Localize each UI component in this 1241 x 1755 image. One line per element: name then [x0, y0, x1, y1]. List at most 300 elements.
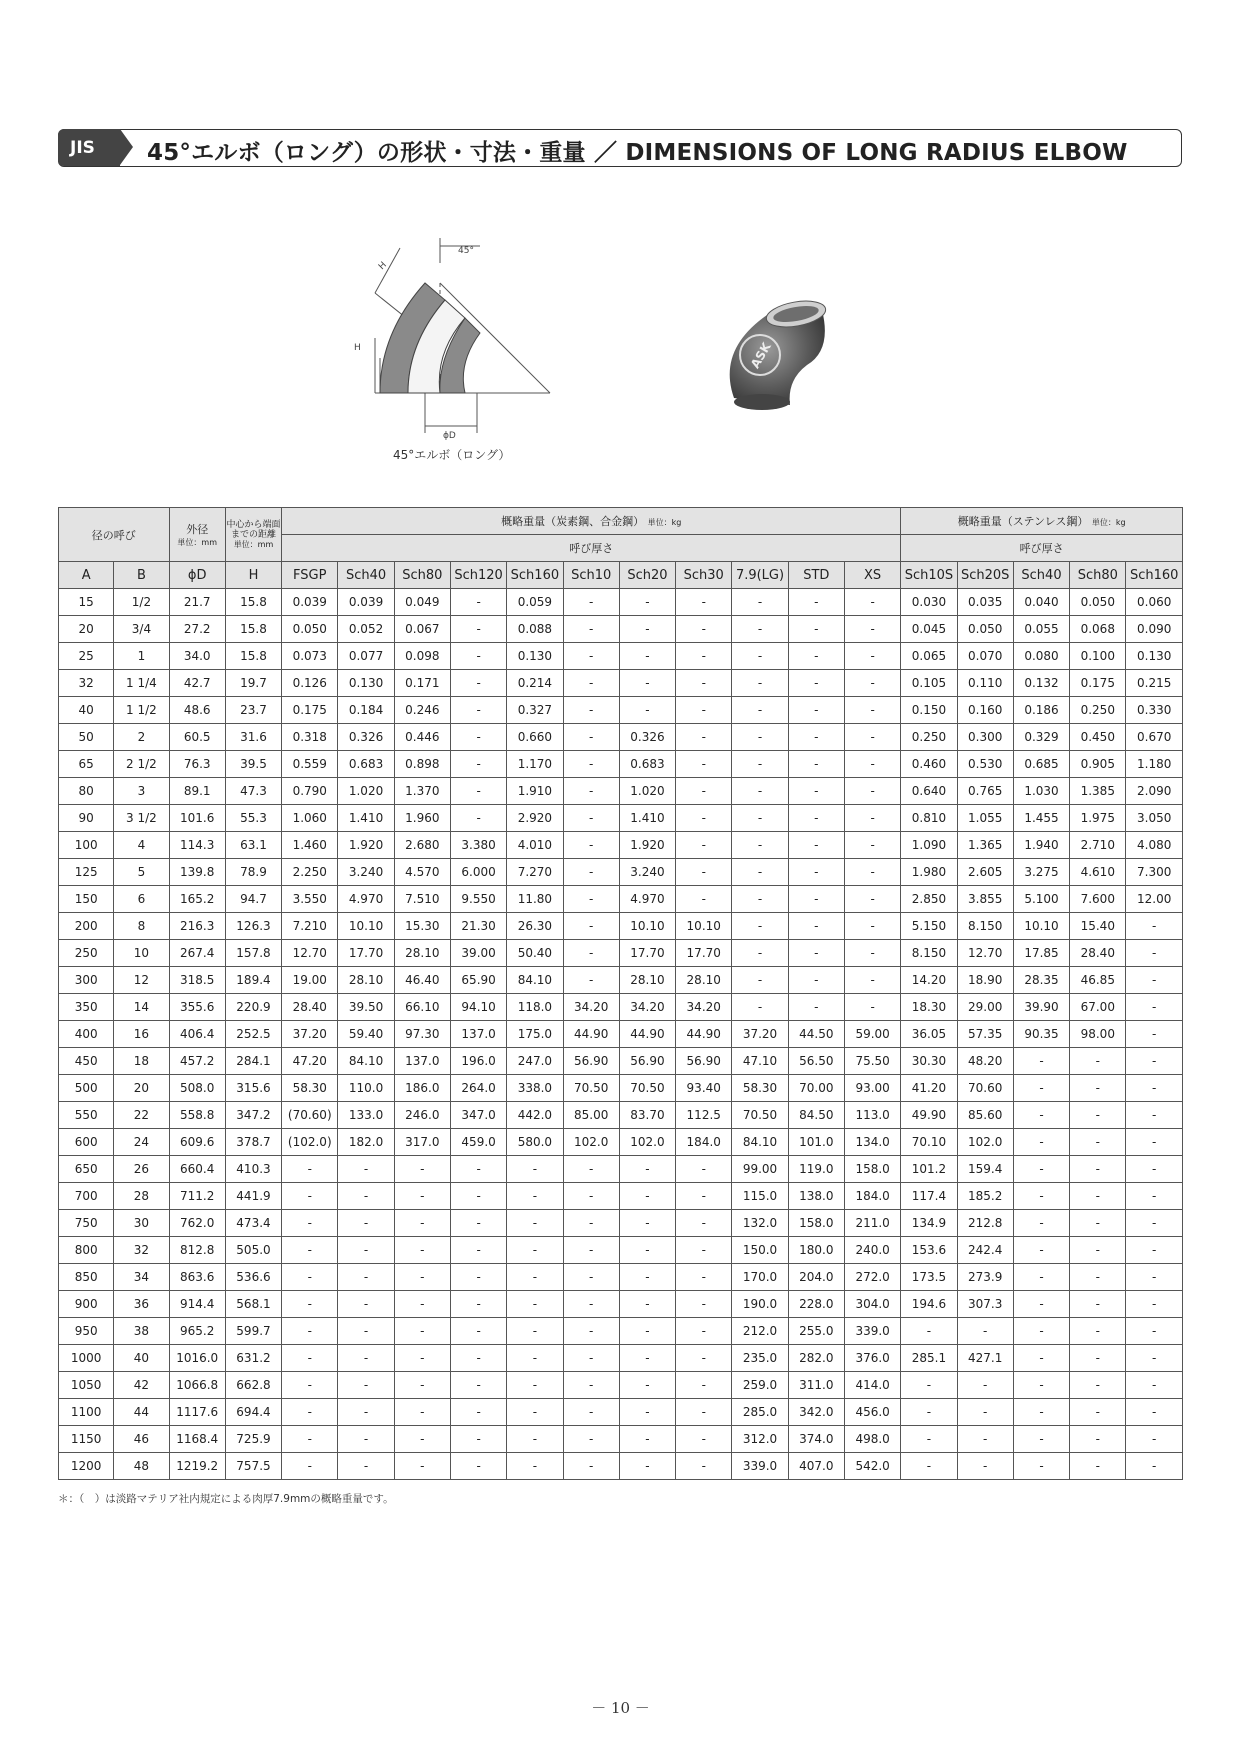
- table-cell: 0.100: [1070, 643, 1126, 670]
- table-cell: 5.150: [901, 913, 957, 940]
- table-cell: -: [1013, 1183, 1069, 1210]
- table-cell: 3.855: [957, 886, 1013, 913]
- table-cell: 113.0: [844, 1102, 900, 1129]
- table-cell: 137.0: [450, 1021, 506, 1048]
- table-cell: 264.0: [450, 1075, 506, 1102]
- table-cell: 84.10: [338, 1048, 394, 1075]
- table-cell: -: [732, 832, 788, 859]
- column-header: Sch20: [619, 562, 675, 589]
- table-cell: 110.0: [338, 1075, 394, 1102]
- table-cell: -: [450, 1210, 506, 1237]
- table-cell: 84.10: [507, 967, 563, 994]
- table-cell: 750: [59, 1210, 114, 1237]
- table-cell: -: [394, 1291, 450, 1318]
- table-cell: 25: [59, 643, 114, 670]
- table-cell: -: [788, 913, 844, 940]
- table-cell: 39.5: [225, 751, 281, 778]
- table-cell: -: [619, 643, 675, 670]
- table-cell: 609.6: [169, 1129, 225, 1156]
- table-body: [59, 589, 1183, 1480]
- table-cell: 1.030: [1013, 778, 1069, 805]
- table-cell: 150: [59, 886, 114, 913]
- table-cell: -: [450, 643, 506, 670]
- table-cell: 2.090: [1126, 778, 1183, 805]
- table-cell: -: [563, 670, 619, 697]
- table-cell: 757.5: [225, 1453, 281, 1480]
- table-cell: -: [1013, 1048, 1069, 1075]
- table-cell: 812.8: [169, 1237, 225, 1264]
- table-cell: -: [732, 805, 788, 832]
- header-thickness-stainless: 呼び厚さ: [901, 535, 1183, 562]
- table-cell: -: [450, 616, 506, 643]
- table-row: [59, 913, 1183, 940]
- table-cell: 97.30: [394, 1021, 450, 1048]
- table-cell: -: [563, 616, 619, 643]
- table-cell: 0.215: [1126, 670, 1183, 697]
- table-cell: 1.960: [394, 805, 450, 832]
- table-cell: 70.50: [732, 1102, 788, 1129]
- table-cell: -: [619, 670, 675, 697]
- table-cell: -: [844, 589, 900, 616]
- table-cell: 0.250: [901, 724, 957, 751]
- table-cell: -: [844, 643, 900, 670]
- table-cell: 3 1/2: [114, 805, 169, 832]
- table-cell: 550: [59, 1102, 114, 1129]
- table-cell: -: [676, 886, 732, 913]
- table-cell: 85.60: [957, 1102, 1013, 1129]
- table-cell: -: [1126, 940, 1183, 967]
- table-row: [59, 994, 1183, 1021]
- table-cell: 44.90: [619, 1021, 675, 1048]
- table-cell: 158.0: [844, 1156, 900, 1183]
- table-cell: 0.326: [338, 724, 394, 751]
- table-cell: -: [1070, 1075, 1126, 1102]
- carbon-group-unit: 単位：kg: [647, 518, 682, 527]
- table-cell: 170.0: [732, 1264, 788, 1291]
- table-cell: -: [844, 859, 900, 886]
- table-cell: -: [1070, 1210, 1126, 1237]
- table-cell: 374.0: [788, 1426, 844, 1453]
- table-cell: -: [563, 1399, 619, 1426]
- table-cell: -: [563, 832, 619, 859]
- header-nominal: 径の呼び: [59, 508, 170, 562]
- table-cell: 78.9: [225, 859, 281, 886]
- table-cell: 47.10: [732, 1048, 788, 1075]
- table-cell: -: [676, 697, 732, 724]
- table-cell: 3.380: [450, 832, 506, 859]
- table-cell: 24: [114, 1129, 169, 1156]
- table-cell: (102.0): [282, 1129, 338, 1156]
- table-cell: 211.0: [844, 1210, 900, 1237]
- table-cell: -: [676, 643, 732, 670]
- table-cell: 307.3: [957, 1291, 1013, 1318]
- table-cell: 1.020: [338, 778, 394, 805]
- table-cell: -: [957, 1453, 1013, 1480]
- column-header: STD: [788, 562, 844, 589]
- table-cell: -: [844, 670, 900, 697]
- table-cell: 118.0: [507, 994, 563, 1021]
- table-cell: 93.40: [676, 1075, 732, 1102]
- table-cell: 0.327: [507, 697, 563, 724]
- table-cell: -: [1126, 1291, 1183, 1318]
- table-cell: -: [1070, 1048, 1126, 1075]
- table-cell: 125: [59, 859, 114, 886]
- table-cell: 599.7: [225, 1318, 281, 1345]
- table-cell: -: [676, 1210, 732, 1237]
- table-cell: 1.920: [619, 832, 675, 859]
- table-cell: 7.600: [1070, 886, 1126, 913]
- table-cell: 0.040: [1013, 589, 1069, 616]
- table-cell: 93.00: [844, 1075, 900, 1102]
- table-cell: -: [1070, 1426, 1126, 1453]
- table-cell: 5: [114, 859, 169, 886]
- table-cell: -: [282, 1318, 338, 1345]
- table-cell: 137.0: [394, 1048, 450, 1075]
- table-cell: 1.365: [957, 832, 1013, 859]
- table-cell: 0.171: [394, 670, 450, 697]
- table-cell: 0.905: [1070, 751, 1126, 778]
- page-title-bar: [58, 129, 1182, 167]
- table-cell: 1.410: [338, 805, 394, 832]
- table-cell: -: [338, 1399, 394, 1426]
- table-cell: 0.330: [1126, 697, 1183, 724]
- table-cell: 600: [59, 1129, 114, 1156]
- table-cell: 46.40: [394, 967, 450, 994]
- table-cell: -: [619, 1345, 675, 1372]
- table-cell: -: [282, 1156, 338, 1183]
- table-cell: 273.9: [957, 1264, 1013, 1291]
- table-cell: 4.970: [619, 886, 675, 913]
- table-cell: -: [788, 643, 844, 670]
- table-cell: 0.059: [507, 589, 563, 616]
- table-cell: 0.460: [901, 751, 957, 778]
- table-cell: 165.2: [169, 886, 225, 913]
- header-center: [225, 508, 281, 562]
- table-cell: 102.0: [957, 1129, 1013, 1156]
- table-cell: 134.9: [901, 1210, 957, 1237]
- table-cell: 800: [59, 1237, 114, 1264]
- table-cell: -: [788, 940, 844, 967]
- table-cell: -: [1013, 1453, 1069, 1480]
- table-cell: -: [394, 1156, 450, 1183]
- table-cell: 90.35: [1013, 1021, 1069, 1048]
- table-cell: 94.10: [450, 994, 506, 1021]
- table-cell: -: [732, 886, 788, 913]
- table-cell: 0.790: [282, 778, 338, 805]
- table-cell: 20: [114, 1075, 169, 1102]
- table-cell: -: [507, 1426, 563, 1453]
- table-cell: -: [957, 1426, 1013, 1453]
- table-cell: 7.300: [1126, 859, 1183, 886]
- table-cell: 34.20: [563, 994, 619, 1021]
- table-cell: 18.90: [957, 967, 1013, 994]
- table-cell: -: [338, 1453, 394, 1480]
- table-cell: -: [676, 724, 732, 751]
- angle-label: 45°: [458, 246, 474, 256]
- table-cell: -: [394, 1426, 450, 1453]
- table-cell: -: [394, 1345, 450, 1372]
- table-cell: -: [450, 1318, 506, 1345]
- table-cell: 631.2: [225, 1345, 281, 1372]
- table-cell: 34: [114, 1264, 169, 1291]
- table-cell: 150.0: [732, 1237, 788, 1264]
- table-cell: 2.850: [901, 886, 957, 913]
- table-cell: 84.10: [732, 1129, 788, 1156]
- table-cell: 1150: [59, 1426, 114, 1453]
- table-cell: 56.50: [788, 1048, 844, 1075]
- table-cell: 1016.0: [169, 1345, 225, 1372]
- table-cell: 56.90: [563, 1048, 619, 1075]
- table-cell: -: [1070, 1156, 1126, 1183]
- table-cell: -: [507, 1453, 563, 1480]
- table-cell: 0.326: [619, 724, 675, 751]
- table-cell: -: [1013, 1210, 1069, 1237]
- table-cell: -: [844, 913, 900, 940]
- table-cell: 212.0: [732, 1318, 788, 1345]
- table-cell: 0.559: [282, 751, 338, 778]
- table-cell: -: [676, 1399, 732, 1426]
- table-cell: -: [732, 643, 788, 670]
- table-cell: 70.10: [901, 1129, 957, 1156]
- table-cell: -: [507, 1264, 563, 1291]
- table-cell: 1 1/2: [114, 697, 169, 724]
- table-cell: -: [788, 967, 844, 994]
- table-cell: 725.9: [225, 1426, 281, 1453]
- table-cell: 0.098: [394, 643, 450, 670]
- table-cell: 339.0: [844, 1318, 900, 1345]
- table-cell: 1.060: [282, 805, 338, 832]
- table-cell: -: [676, 670, 732, 697]
- table-cell: 0.450: [1070, 724, 1126, 751]
- table-cell: 70.00: [788, 1075, 844, 1102]
- table-cell: -: [282, 1399, 338, 1426]
- column-header: Sch10: [563, 562, 619, 589]
- table-cell: -: [957, 1399, 1013, 1426]
- table-cell: 427.1: [957, 1345, 1013, 1372]
- table-cell: 2.920: [507, 805, 563, 832]
- table-cell: 7.270: [507, 859, 563, 886]
- table-cell: -: [676, 589, 732, 616]
- table-cell: 317.0: [394, 1129, 450, 1156]
- stainless-group-unit: 単位：kg: [1091, 518, 1126, 527]
- table-cell: -: [1070, 1345, 1126, 1372]
- table-cell: 0.300: [957, 724, 1013, 751]
- table-cell: -: [563, 886, 619, 913]
- table-row: [59, 832, 1183, 859]
- table-cell: 0.446: [394, 724, 450, 751]
- table-cell: 173.5: [901, 1264, 957, 1291]
- table-cell: 15.8: [225, 616, 281, 643]
- table-cell: 46: [114, 1426, 169, 1453]
- table-cell: 17.85: [1013, 940, 1069, 967]
- table-cell: -: [844, 886, 900, 913]
- table-cell: -: [844, 805, 900, 832]
- table-cell: 101.0: [788, 1129, 844, 1156]
- table-cell: -: [1013, 1075, 1069, 1102]
- table-cell: -: [282, 1210, 338, 1237]
- table-cell: -: [563, 1426, 619, 1453]
- table-cell: 50.40: [507, 940, 563, 967]
- table-cell: 240.0: [844, 1237, 900, 1264]
- table-cell: 4.010: [507, 832, 563, 859]
- table-cell: -: [450, 1183, 506, 1210]
- table-cell: -: [1126, 1183, 1183, 1210]
- table-cell: 2.250: [282, 859, 338, 886]
- table-cell: 15: [59, 589, 114, 616]
- table-cell: 0.685: [1013, 751, 1069, 778]
- table-cell: 0.130: [1126, 643, 1183, 670]
- table-cell: 58.30: [732, 1075, 788, 1102]
- table-cell: 44.50: [788, 1021, 844, 1048]
- table-cell: 28.35: [1013, 967, 1069, 994]
- table-cell: 250: [59, 940, 114, 967]
- table-row: [59, 940, 1183, 967]
- table-cell: 11.80: [507, 886, 563, 913]
- diameter-label: ϕD: [443, 431, 456, 441]
- table-cell: 44.90: [676, 1021, 732, 1048]
- table-cell: 1.090: [901, 832, 957, 859]
- table-cell: -: [1126, 1021, 1183, 1048]
- table-cell: 1/2: [114, 589, 169, 616]
- table-cell: 536.6: [225, 1264, 281, 1291]
- column-header: Sch160: [1126, 562, 1183, 589]
- table-cell: -: [788, 832, 844, 859]
- table-row: [59, 778, 1183, 805]
- table-cell: -: [282, 1264, 338, 1291]
- table-cell: 863.6: [169, 1264, 225, 1291]
- table-cell: -: [901, 1372, 957, 1399]
- table-cell: 442.0: [507, 1102, 563, 1129]
- table-cell: 4.610: [1070, 859, 1126, 886]
- table-cell: 134.0: [844, 1129, 900, 1156]
- table-cell: 70.60: [957, 1075, 1013, 1102]
- table-cell: 47.3: [225, 778, 281, 805]
- table-cell: 282.0: [788, 1345, 844, 1372]
- table-cell: -: [732, 967, 788, 994]
- table-cell: -: [676, 859, 732, 886]
- table-cell: 189.4: [225, 967, 281, 994]
- table-cell: -: [844, 616, 900, 643]
- table-cell: 12.70: [282, 940, 338, 967]
- table-cell: 196.0: [450, 1048, 506, 1075]
- table-row: [59, 1129, 1183, 1156]
- table-cell: -: [957, 1318, 1013, 1345]
- table-cell: -: [1013, 1102, 1069, 1129]
- table-cell: -: [563, 805, 619, 832]
- table-cell: -: [619, 616, 675, 643]
- table-cell: 9.550: [450, 886, 506, 913]
- table-cell: -: [338, 1426, 394, 1453]
- table-cell: 0.105: [901, 670, 957, 697]
- table-cell: -: [844, 778, 900, 805]
- table-cell: 42: [114, 1372, 169, 1399]
- table-cell: -: [1126, 1075, 1183, 1102]
- table-cell: -: [1126, 1048, 1183, 1075]
- table-cell: 1.940: [1013, 832, 1069, 859]
- table-cell: -: [450, 1237, 506, 1264]
- table-cell: -: [1070, 1129, 1126, 1156]
- table-cell: 311.0: [788, 1372, 844, 1399]
- table-cell: -: [1013, 1291, 1069, 1318]
- table-cell: -: [676, 1237, 732, 1264]
- table-cell: 15.8: [225, 643, 281, 670]
- table-cell: 338.0: [507, 1075, 563, 1102]
- table-cell: -: [1126, 1453, 1183, 1480]
- table-cell: 28: [114, 1183, 169, 1210]
- table-cell: 7.510: [394, 886, 450, 913]
- table-cell: -: [563, 1372, 619, 1399]
- table-cell: 56.90: [676, 1048, 732, 1075]
- table-row: [59, 1210, 1183, 1237]
- table-cell: -: [338, 1210, 394, 1237]
- table-cell: -: [1070, 1372, 1126, 1399]
- table-cell: -: [563, 940, 619, 967]
- table-cell: -: [788, 697, 844, 724]
- table-cell: 153.6: [901, 1237, 957, 1264]
- table-cell: 84.50: [788, 1102, 844, 1129]
- table-cell: -: [507, 1183, 563, 1210]
- table-cell: 10.10: [338, 913, 394, 940]
- table-cell: 204.0: [788, 1264, 844, 1291]
- table-cell: 1.910: [507, 778, 563, 805]
- table-cell: 3.050: [1126, 805, 1183, 832]
- table-cell: 347.0: [450, 1102, 506, 1129]
- table-cell: 0.050: [282, 616, 338, 643]
- table-cell: 182.0: [338, 1129, 394, 1156]
- table-cell: -: [394, 1453, 450, 1480]
- table-cell: -: [563, 589, 619, 616]
- table-cell: -: [338, 1291, 394, 1318]
- table-cell: -: [1126, 1102, 1183, 1129]
- column-header: Sch80: [394, 562, 450, 589]
- table-row: [59, 1345, 1183, 1372]
- table-cell: -: [282, 1237, 338, 1264]
- table-cell: 700: [59, 1183, 114, 1210]
- table-cell: 0.660: [507, 724, 563, 751]
- table-cell: 900: [59, 1291, 114, 1318]
- table-cell: -: [450, 751, 506, 778]
- h-label-vertical: H: [354, 343, 361, 353]
- table-cell: -: [1070, 1102, 1126, 1129]
- table-cell: 1.920: [338, 832, 394, 859]
- table-cell: 228.0: [788, 1291, 844, 1318]
- table-cell: -: [788, 859, 844, 886]
- table-cell: 0.318: [282, 724, 338, 751]
- table-cell: 1.410: [619, 805, 675, 832]
- table-cell: 200: [59, 913, 114, 940]
- table-cell: 63.1: [225, 832, 281, 859]
- table-cell: -: [563, 913, 619, 940]
- table-cell: -: [338, 1183, 394, 1210]
- table-cell: 1.370: [394, 778, 450, 805]
- table-cell: 0.214: [507, 670, 563, 697]
- table-cell: 21.30: [450, 913, 506, 940]
- header-carbon-group: [282, 508, 901, 535]
- elbow-photo: [712, 290, 842, 415]
- table-cell: 242.4: [957, 1237, 1013, 1264]
- header-center-label: 中心から端面までの距離: [226, 519, 281, 540]
- table-row: [59, 1048, 1183, 1075]
- column-header: B: [114, 562, 169, 589]
- table-cell: 184.0: [844, 1183, 900, 1210]
- table-cell: -: [450, 1372, 506, 1399]
- table-cell: -: [788, 589, 844, 616]
- table-cell: 3.275: [1013, 859, 1069, 886]
- table-cell: -: [1126, 1129, 1183, 1156]
- table-cell: 660.4: [169, 1156, 225, 1183]
- table-cell: 70.50: [563, 1075, 619, 1102]
- table-cell: 235.0: [732, 1345, 788, 1372]
